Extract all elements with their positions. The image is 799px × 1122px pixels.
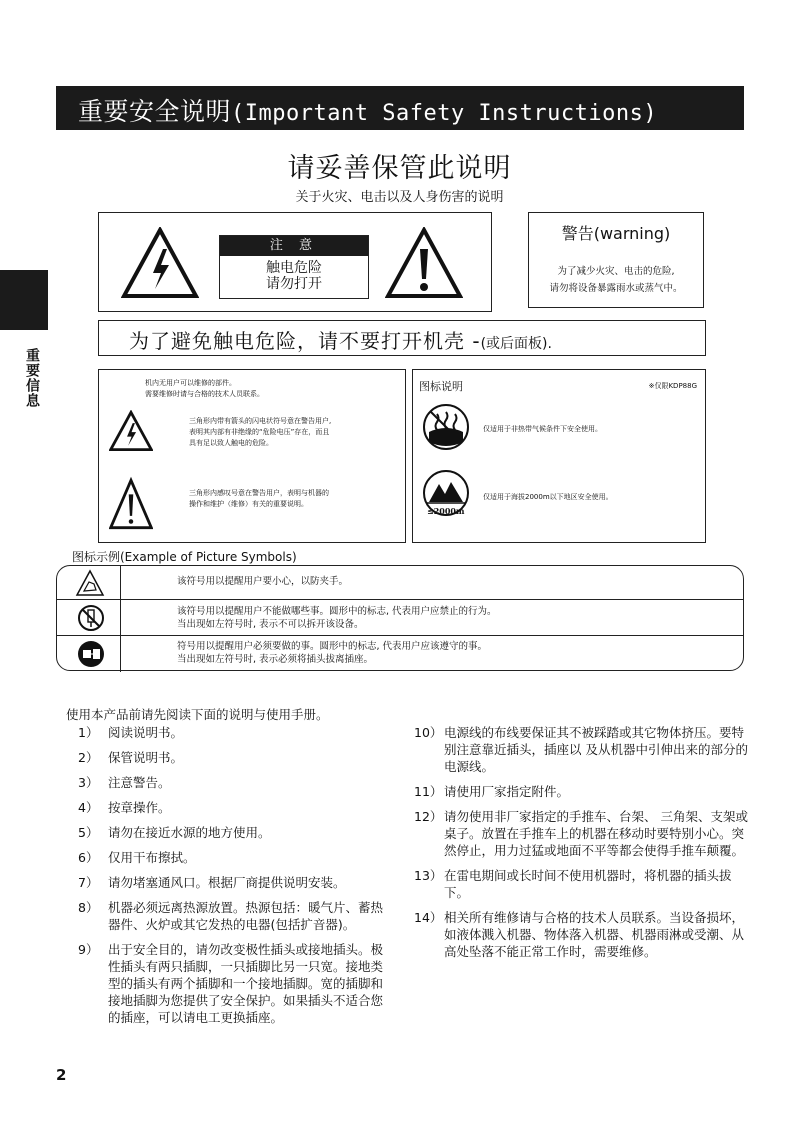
- instructions-list-left: [78, 724, 394, 1034]
- info-line1: 机内无用户可以维修的部件。: [145, 379, 236, 387]
- symbol-info-left: [98, 369, 406, 543]
- banner-text: 为了避免触电危险，请不要打开机壳 -: [129, 329, 481, 353]
- info-line2: 需要维修时请与合格的技术人员联系。: [145, 390, 264, 398]
- list-item: 4） 按章操作。: [78, 800, 171, 815]
- list-item: 11） 请使用厂家指定附件。: [414, 784, 570, 799]
- climate-icon: [421, 402, 471, 452]
- page-title: 请妥善保管此说明: [287, 153, 512, 184]
- example-row: [57, 636, 743, 672]
- list-item: 12） 请勿使用非厂家指定的手推车、台架、 三角架、支架或桌子。放置在手推车上的机器在移动时要特别小心。突然停止，用力过猛或地面不平等都会使得手推车颠覆。: [414, 809, 748, 858]
- list-item: 6） 仅用干布擦拭。: [78, 850, 196, 865]
- list-item: 2） 保管说明书。: [78, 750, 184, 765]
- banner-small: (或后面板).: [480, 336, 552, 352]
- lightning-triangle-icon: [121, 227, 199, 299]
- bolt-desc1: 三角形内带有箭头的闪电状符号意在警告用户,: [189, 417, 332, 425]
- bolt-desc3: 具有足以致人触电的危险。: [189, 439, 273, 447]
- caution-line2: 请勿打开: [266, 276, 322, 292]
- list-item: 13） 在雷电期间或长时间不使用机器时，将机器的插头拔下。: [414, 868, 732, 900]
- bolt-desc2: 表明其内部有非绝缘的“危险电压”存在，而且: [189, 428, 330, 436]
- list-item: 1） 阅读说明书。: [78, 725, 184, 740]
- instructions-list-right: [414, 724, 748, 968]
- list-item: 5） 请勿在接近水源的地方使用。: [78, 825, 271, 840]
- list-item: 7） 请勿堵塞通风口。根据厂商提供说明安装。: [78, 875, 346, 890]
- page-subtitle: 关于火灾、电击以及人身伤害的说明: [295, 190, 504, 205]
- caution-line1: 触电危险: [266, 260, 322, 276]
- example-row: [57, 566, 743, 600]
- excl-desc2: 操作和维护（维修）有关的重要说明。: [189, 500, 308, 508]
- no-disassembly-icon: [76, 603, 106, 633]
- altitude-label: ≤2000m: [427, 506, 465, 516]
- exclamation-triangle-icon: [385, 227, 463, 299]
- header-title: 重要安全说明(Important Safety Instructions): [78, 97, 658, 126]
- warning-line2: 请勿将设备暴露雨水或蒸气中。: [549, 283, 683, 294]
- list-item: 10） 电源线的布线要保证其不被踩踏或其它物体挤压。要特别注意靠近插头，插座以 及从机器中引伸出来的部分的电源线。: [414, 725, 748, 774]
- header-bar: [56, 86, 744, 130]
- example-text-2a: 该符号用以提醒用户不能做哪些事。圆形中的标志, 代表用户应禁止的行为。: [177, 606, 497, 617]
- page-number: 2: [56, 1066, 67, 1084]
- altitude-desc: 仅适用于海拔2000m以下地区安全使用。: [483, 493, 613, 501]
- warning-box: [528, 212, 704, 308]
- side-label: 重要信息: [24, 348, 40, 408]
- list-item: 9） 出于安全目的，请勿改变极性插头或接地插头。极性插头有两只插脚，一只插脚比另一只宽。接地类型的插头有两个插脚和一个接地插脚。宽的插脚和接地插脚为您提供了安全保护。如果插头不适合您的插座，可以请电工更换插座。: [78, 942, 384, 1025]
- example-text-2b: 当出现如左符号时, 表示不可以拆开该设备。: [177, 619, 364, 630]
- list-item: 14） 相关所有维修请与合格的技术人员联系。当设备损坏，如液体溅入机器、物体落入机器、机器雨淋或受潮、从高处坠落不能正常工作时，需要维修。: [414, 910, 745, 959]
- side-tab: [0, 270, 48, 330]
- example-text-3b: 当出现如左符号时, 表示必须将插头拔离插座。: [177, 654, 374, 665]
- legend-title: 图标说明: [419, 380, 463, 393]
- legend-note: ※仅限KDP88G: [648, 382, 697, 390]
- climate-desc: 仅适用于非热带气候条件下安全使用。: [483, 425, 602, 433]
- unplug-icon: [76, 639, 106, 669]
- warning-line1: 为了减少火灾、电击的危险,: [557, 266, 675, 277]
- example-text-3a: 符号用以提醒用户必须要做的事。圆形中的标志, 代表用户应该遵守的事。: [177, 641, 488, 652]
- examples-title: 图标示例(Example of Picture Symbols): [72, 550, 297, 564]
- shock-warning-box: [98, 212, 492, 312]
- pinch-hand-icon: [75, 569, 105, 597]
- examples-table: [56, 565, 744, 671]
- shock-banner: [98, 320, 706, 356]
- excl-desc1: 三角形内感叹号意在警告用户，表明与机器的: [189, 489, 329, 497]
- caution-label: [219, 235, 369, 299]
- exclamation-triangle-icon: [109, 476, 153, 532]
- symbol-info-right: [412, 369, 706, 543]
- example-text-1: 该符号用以提醒用户要小心，以防夹手。: [177, 576, 349, 587]
- warning-title: 警告(warning): [561, 224, 671, 243]
- example-row: [57, 600, 743, 636]
- list-item: 8） 机器必须远离热源放置。热源包括：暖气片、蓄热器件、火炉或其它发热的电器(包括扩音器)。: [78, 900, 384, 932]
- list-item: 3） 注意警告。: [78, 775, 171, 790]
- intro-text: 使用本产品前请先阅读下面的说明与使用手册。: [66, 707, 329, 722]
- caution-head: 注 意: [220, 236, 368, 256]
- lightning-triangle-icon: [109, 410, 153, 452]
